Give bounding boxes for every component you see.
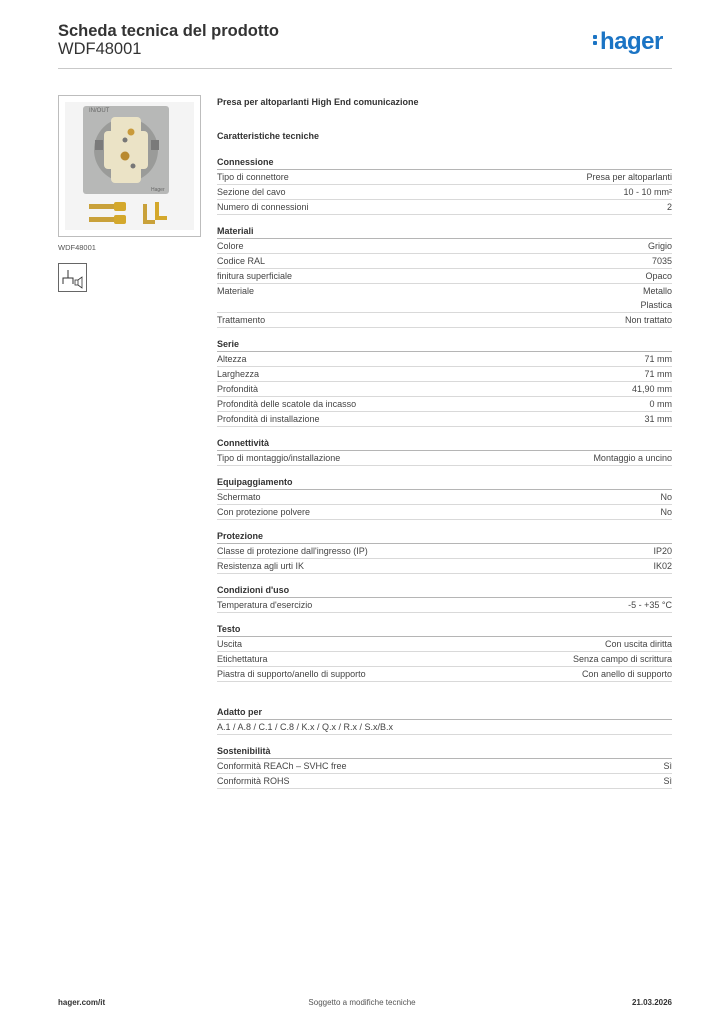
spec-value: 31 mm xyxy=(644,414,672,424)
spec-label: A.1 / A.8 / C.1 / C.8 / K.x / Q.x / R.x / S.x/B.x xyxy=(217,722,394,732)
spec-value: Sì xyxy=(663,776,672,786)
spec-label: Tipo di connettore xyxy=(217,172,289,182)
spec-value: IK02 xyxy=(653,561,672,571)
spec-value: 71 mm xyxy=(644,369,672,379)
spec-row xyxy=(217,313,672,328)
section-title: Testo xyxy=(217,623,672,637)
section-title: Connessione xyxy=(217,156,672,170)
spec-label: Schermato xyxy=(217,492,261,502)
spec-label: Conformità ROHS xyxy=(217,776,290,786)
section-title: Sostenibilità xyxy=(217,745,672,759)
product-description: Presa per altoparlanti High End comunicazione xyxy=(217,97,419,107)
spec-row xyxy=(217,367,672,382)
spec-row xyxy=(217,185,672,200)
section-title: Materiali xyxy=(217,225,672,239)
footer-date: 21.03.2026 xyxy=(631,998,672,1007)
spec-label: finitura superficiale xyxy=(217,271,293,281)
spec-label: Codice RAL xyxy=(217,256,266,266)
spec-row xyxy=(217,451,672,466)
spec-row xyxy=(217,544,672,559)
spec-value: 7035 xyxy=(651,256,672,266)
spec-value: No xyxy=(660,507,672,517)
image-caption: WDF48001 xyxy=(58,243,96,252)
section-title: Connettività xyxy=(217,437,672,451)
spec-label: Etichettatura xyxy=(217,654,268,664)
section-title: Equipaggiamento xyxy=(217,476,672,490)
spec-label: Con protezione polvere xyxy=(217,507,311,517)
footer-website: hager.com/it xyxy=(58,998,106,1007)
spec-row xyxy=(217,352,672,367)
spec-label: Resistenza agli urti IK xyxy=(217,561,305,571)
spec-section xyxy=(217,623,672,682)
spec-section xyxy=(217,437,672,466)
spec-label: Altezza xyxy=(217,354,247,364)
spec-value: IP20 xyxy=(653,546,672,556)
spec-value: -5 - +35 °C xyxy=(628,600,672,610)
speaker-connection-icon xyxy=(58,263,87,292)
spec-label: Tipo di montaggio/installazione xyxy=(217,453,341,463)
specs-panel xyxy=(217,95,672,789)
hager-logo: hager xyxy=(593,28,663,56)
spec-label: Temperatura d'esercizio xyxy=(217,600,313,610)
spec-label: Larghezza xyxy=(217,369,260,379)
spec-row xyxy=(217,637,672,652)
spec-label: Profondità delle scatole da incasso xyxy=(217,399,357,409)
spec-section xyxy=(217,338,672,427)
spec-label: Conformità REACh – SVHC free xyxy=(217,761,347,771)
spec-row xyxy=(217,598,672,613)
spec-value: Non trattato xyxy=(624,315,672,325)
spec-label: Colore xyxy=(217,241,244,251)
spec-row xyxy=(217,720,672,735)
svg-text:Hager: Hager xyxy=(151,187,165,193)
spec-value: Senza campo di scrittura xyxy=(572,654,672,664)
section-title: Protezione xyxy=(217,530,672,544)
header-divider xyxy=(58,68,672,69)
section-title: Adatto per xyxy=(217,706,672,720)
spec-value: Metallo Plastica xyxy=(640,286,672,310)
spec-value: Opaco xyxy=(645,271,672,281)
spec-row xyxy=(217,382,672,397)
spec-row xyxy=(217,200,672,215)
spec-value: 10 - 10 mm² xyxy=(623,187,672,197)
spec-row xyxy=(217,170,672,185)
spec-row xyxy=(217,774,672,789)
spec-row xyxy=(217,239,672,254)
spec-value: Presa per altoparlanti xyxy=(586,172,672,182)
spec-label: Sezione del cavo xyxy=(217,187,286,197)
spec-row xyxy=(217,254,672,269)
spec-label: Uscita xyxy=(217,639,243,649)
page-title: Scheda tecnica del prodotto xyxy=(58,22,279,40)
spec-sections xyxy=(217,156,672,789)
spec-label: Profondità xyxy=(217,384,259,394)
spec-row xyxy=(217,667,672,682)
section-title: Condizioni d'uso xyxy=(217,584,672,598)
spec-section xyxy=(217,584,672,613)
spec-section xyxy=(217,706,672,735)
spec-value: Montaggio a uncino xyxy=(593,453,672,463)
spec-value: Grigio xyxy=(647,241,672,251)
spec-section xyxy=(217,476,672,520)
section-title: Serie xyxy=(217,338,672,352)
spec-value: 41,90 mm xyxy=(631,384,672,394)
technical-heading: Caratteristiche tecniche xyxy=(217,131,320,141)
spec-section xyxy=(217,745,672,789)
spec-row xyxy=(217,652,672,667)
spec-section xyxy=(217,530,672,574)
spec-value: Con uscita diritta xyxy=(604,639,672,649)
spec-row xyxy=(217,559,672,574)
spec-row xyxy=(217,269,672,284)
spec-section xyxy=(217,225,672,328)
spec-label: Profondità di installazione xyxy=(217,414,320,424)
spec-label: Trattamento xyxy=(217,315,266,325)
spec-value: Con anello di supporto xyxy=(581,669,672,679)
spec-row xyxy=(217,505,672,520)
product-image xyxy=(58,95,201,237)
spec-row xyxy=(217,412,672,427)
spec-value: 71 mm xyxy=(644,354,672,364)
svg-text:IN/OUT: IN/OUT xyxy=(89,108,110,114)
spec-row xyxy=(217,397,672,412)
spec-section xyxy=(217,156,672,215)
spec-value: 2 xyxy=(666,202,672,212)
spec-label: Classe di protezione dall'ingresso (IP) xyxy=(217,546,368,556)
spec-row xyxy=(217,490,672,505)
spec-row xyxy=(217,284,672,313)
spec-value: Sì xyxy=(663,761,672,771)
spec-label: Materiale xyxy=(217,286,255,296)
spec-value: 0 mm xyxy=(649,399,672,409)
product-code: WDF48001 xyxy=(58,40,142,58)
spec-value: No xyxy=(660,492,672,502)
footer-note: Soggetto a modifiche tecniche xyxy=(308,998,416,1007)
spec-label: Numero di connessioni xyxy=(217,202,309,212)
spec-row xyxy=(217,759,672,774)
spec-label: Piastra di supporto/anello di supporto xyxy=(217,669,366,679)
